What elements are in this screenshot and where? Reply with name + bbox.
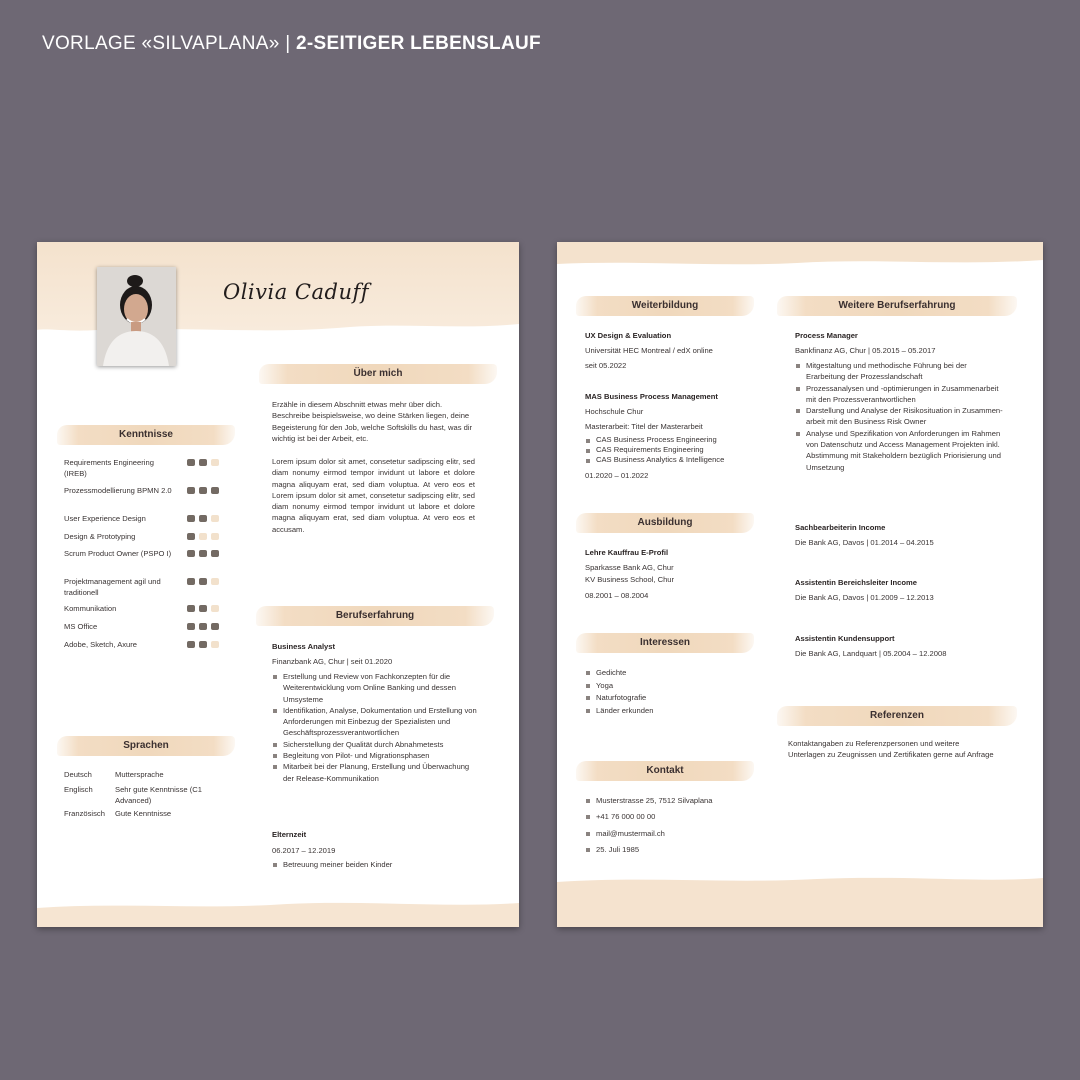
education-title: Lehre Kauffrau E-Profil	[585, 548, 669, 557]
about-text-2: Lorem ipsum dolor sit amet, consetetur sadipscing elitr, sed diam nonumy eirmod tempor invidunt ut labore et dolore magna aliquyam erat, sed diam voluptua. At vero eos et Lorem ipsum dolor sit amet, consetetur sadipscing elitr, sed diam nonumy eirmod tempor invidunt ut labore et dolore magna aliquyam erat, sed diam voluptua. At vero eos et accusam.	[272, 457, 475, 534]
rating-dot-filled	[187, 550, 195, 557]
bottom-watercolor-wash	[557, 874, 1043, 927]
rating-dot-filled	[187, 515, 195, 522]
skill-name: MS Office	[64, 622, 98, 631]
course-dates: 01.2020 – 01.2022	[585, 471, 649, 480]
skill-name: User Experience Design	[64, 514, 146, 523]
languages-heading: Sprachen	[57, 736, 235, 756]
rating-dot-empty	[199, 533, 207, 540]
rating-dot-filled	[187, 605, 195, 612]
contact-phone: +41 76 000 00 00	[585, 811, 760, 822]
skill-name: Projektmanagement agil und traditionell	[64, 577, 161, 598]
rating-dot-filled	[187, 459, 195, 466]
rating-dot-empty	[211, 533, 219, 540]
language-name: Englisch	[64, 785, 93, 794]
skill-rating	[187, 604, 223, 615]
course-line: Universität HEC Montreal / edX online	[585, 346, 713, 355]
language-name: Deutsch	[64, 770, 92, 779]
language-level: Muttersprache	[115, 770, 164, 779]
more-experience-heading: Weitere Berufserfahrung	[777, 296, 1017, 316]
list-item: Darstellung und Analyse der Risikosituation in Zusammen-arbeit mit den Business Risk Owner	[795, 405, 1003, 428]
skill-rating	[187, 549, 223, 560]
job-bullets	[272, 671, 477, 784]
skill-name: Kommunikation	[64, 604, 117, 613]
rating-dot-empty	[211, 641, 219, 648]
contact-heading: Kontakt	[576, 761, 754, 781]
list-item: CAS Business Analytics & Intelligence	[585, 455, 755, 465]
rating-dot-filled	[211, 623, 219, 630]
skill-rating	[187, 458, 223, 469]
rating-dot-filled	[187, 533, 195, 540]
rating-dot-filled	[211, 550, 219, 557]
job-bullets	[795, 360, 1003, 473]
skills-heading: Kenntnisse	[57, 425, 235, 445]
rating-dot-filled	[199, 459, 207, 466]
job-meta: Die Bank AG, Landquart | 05.2004 – 12.2008	[795, 649, 947, 658]
skill-name: Adobe, Sketch, Axure	[64, 640, 138, 649]
job-bullets	[272, 859, 477, 870]
list-item: CAS Business Process Engineering	[585, 435, 755, 445]
list-item: Erstellung und Review von Fachkonzepten für die Weiterentwicklung vom Online Banking und dessen Umsysteme	[272, 671, 477, 705]
bottom-watercolor-wash	[37, 894, 519, 927]
course-line: Masterarbeit: Titel der Masterarbeit	[585, 422, 703, 431]
rating-dot-filled	[199, 550, 207, 557]
contact-birthdate: 25. Juli 1985	[585, 844, 760, 855]
interests-list	[585, 667, 755, 717]
course-title: MAS Business Process Management	[585, 392, 718, 401]
skill-name: Scrum Product Owner (PSPO I)	[64, 549, 172, 558]
skill-rating	[187, 486, 223, 497]
education-dates: 08.2001 – 08.2004	[585, 591, 649, 600]
rating-dot-filled	[199, 487, 207, 494]
language-name: Französisch	[64, 809, 105, 818]
interests-heading: Interessen	[576, 633, 754, 653]
education-line: KV Business School, Chur	[585, 575, 675, 584]
list-item: Prozessanalysen und -optimierungen in Zusammenarbeit mit den Prozessverantwortlichen	[795, 383, 1003, 406]
job-meta: 06.2017 – 12.2019	[272, 846, 336, 855]
skill-rating	[187, 532, 223, 543]
course-line: seit 05.2022	[585, 361, 627, 370]
resume-page-1	[37, 242, 519, 927]
contact-email: mail@mustermail.ch	[585, 828, 760, 839]
rating-dot-empty	[211, 459, 219, 466]
resume-page-2	[557, 242, 1043, 927]
language-level: Gute Kenntnisse	[115, 809, 172, 818]
course-line: Hochschule Chur	[585, 407, 644, 416]
references-text: Kontaktangaben zu Referenzpersonen und weitere Unterlagen zu Zeugnissen und Zertifikaten gerne auf Anfrage	[788, 739, 994, 760]
list-item: Mitgestaltung und methodische Führung bei der Erarbeitung der Prozesslandschaft	[795, 360, 1003, 383]
list-item: Gedichte	[585, 667, 755, 680]
rating-dot-empty	[211, 578, 219, 585]
profile-photo	[97, 267, 176, 366]
contact-list	[585, 795, 760, 860]
job-title: Assistentin Kundensupport	[795, 634, 895, 643]
rating-dot-filled	[211, 487, 219, 494]
template-title-bold: 2-SEITIGER LEBENSLAUF	[296, 33, 541, 54]
list-item: Länder erkunden	[585, 705, 755, 718]
list-item: CAS Requirements Engineering	[585, 445, 755, 455]
course-bullets	[585, 435, 755, 465]
course-title: UX Design & Evaluation	[585, 331, 672, 340]
rating-dot-filled	[199, 578, 207, 585]
job-title: Sachbearbeiterin Income	[795, 523, 886, 532]
references-heading: Referenzen	[777, 706, 1017, 726]
rating-dot-filled	[187, 623, 195, 630]
rating-dot-filled	[199, 605, 207, 612]
skill-name: Requirements Engineering (IREB)	[64, 458, 154, 479]
candidate-name: Olivia Caduff	[223, 280, 370, 304]
job-meta: Finanzbank AG, Chur | seit 01.2020	[272, 657, 393, 666]
further-education-heading: Weiterbildung	[576, 296, 754, 316]
rating-dot-filled	[199, 515, 207, 522]
list-item: Yoga	[585, 680, 755, 693]
template-title	[42, 33, 541, 55]
template-title-regular: VORLAGE «SILVAPLANA» |	[42, 33, 297, 54]
about-heading: Über mich	[259, 364, 497, 384]
list-item: Identifikation, Analyse, Dokumentation und Erstellung von Anforderungen mit Einbezug der Spezialisten und Geschäftsprozessverantwortlichen	[272, 705, 477, 739]
job-meta: Bankfinanz AG, Chur | 05.2015 – 05.2017	[795, 346, 936, 355]
job-title: Process Manager	[795, 331, 858, 340]
job-meta: Die Bank AG, Davos | 01.2014 – 04.2015	[795, 538, 934, 547]
job-title: Elternzeit	[272, 830, 307, 839]
rating-dot-filled	[187, 641, 195, 648]
list-item: Betreuung meiner beiden Kinder	[272, 859, 477, 870]
rating-dot-filled	[199, 641, 207, 648]
list-item: Mitarbeit bei der Planung, Erstellung und Überwachung der Release-Kommunikation	[272, 761, 477, 784]
job-meta: Die Bank AG, Davos | 01.2009 – 12.2013	[795, 593, 934, 602]
education-line: Sparkasse Bank AG, Chur	[585, 563, 674, 572]
contact-address: Musterstrasse 25, 7512 Silvaplana	[585, 795, 760, 806]
about-text-1: Erzähle in diesem Abschnitt etwas mehr über dich. Beschreibe beispielsweise, wo deine Stärken liegen, deine Begeisterung für den Job, welche Softskills du hast, was dir wichtig ist bei der Arbeit, etc.	[272, 400, 473, 443]
rating-dot-filled	[187, 578, 195, 585]
top-watercolor-wash	[557, 242, 1043, 270]
rating-dot-empty	[211, 605, 219, 612]
skill-rating	[187, 514, 223, 525]
rating-dot-filled	[187, 487, 195, 494]
list-item: Naturfotografie	[585, 692, 755, 705]
skill-name: Prozessmodellierung BPMN 2.0	[64, 486, 172, 495]
job-title: Business Analyst	[272, 642, 336, 651]
skill-rating	[187, 622, 223, 633]
language-level: Sehr gute Kenntnisse (C1 Advanced)	[115, 785, 202, 806]
experience-heading: Berufserfahrung	[256, 606, 494, 626]
list-item: Analyse und Spezifikation von Anforderungen im Rahmen von Datenschutz und Access Management Projekten inkl. Abstimmung mit Stakeholdern bezüglich Priorisierung und Umsetzung	[795, 428, 1003, 473]
rating-dot-empty	[211, 515, 219, 522]
skill-name: Design & Prototyping	[64, 532, 136, 541]
education-heading: Ausbildung	[576, 513, 754, 533]
job-title: Assistentin Bereichsleiter Income	[795, 578, 917, 587]
rating-dot-filled	[199, 623, 207, 630]
list-item: Sicherstellung der Qualität durch Abnahmetests	[272, 739, 477, 750]
list-item: Begleitung von Pilot- und Migrationsphasen	[272, 750, 477, 761]
skill-rating	[187, 640, 223, 651]
skill-rating	[187, 577, 223, 588]
